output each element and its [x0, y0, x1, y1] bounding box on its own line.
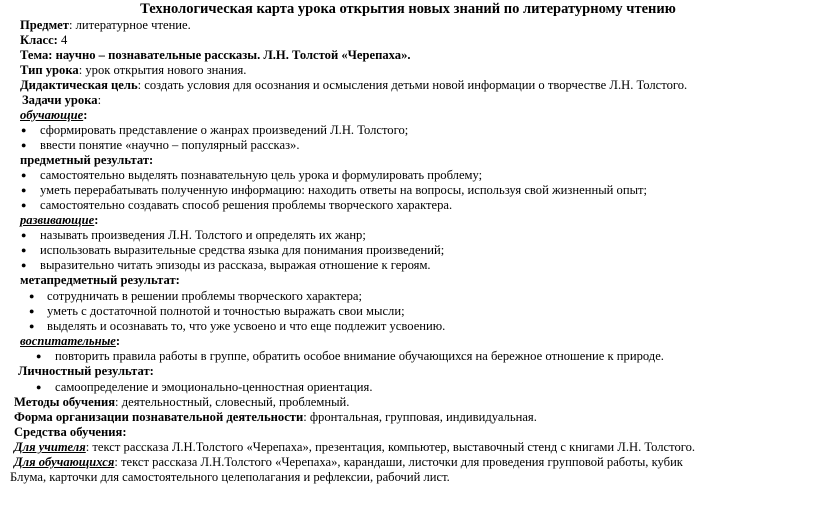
didactic-goal-label: Дидактическая цель	[20, 78, 138, 92]
for-teacher-line	[14, 440, 695, 455]
list-item: использовать выразительные средства языка для понимания произведений;	[40, 243, 445, 257]
developing-label: развивающие	[20, 213, 95, 227]
organization-value: : фронтальная, групповая, индивидуальная.	[303, 410, 537, 424]
lesson-type-line	[20, 63, 246, 78]
bullet-icon: ●	[21, 125, 27, 135]
list-item: выделять и осознавать то, что уже усвоено и что еще подлежит усвоению.	[47, 319, 446, 333]
list-item: уметь с достаточной полнотой и точностью выражать свои мысли;	[47, 304, 405, 318]
list-item: сформировать представление о жанрах произведений Л.Н. Толстого;	[40, 123, 409, 137]
list-item: повторить правила работы в группе, обратить особое внимание обучающихся на бережное отношение к природе.	[55, 349, 664, 363]
bullet-icon: ●	[36, 382, 42, 392]
tasks-label: Задачи урока	[22, 93, 98, 107]
grade-value: 4	[57, 33, 68, 47]
bullet-icon: ●	[21, 170, 27, 180]
teaching-label: обучающие	[20, 108, 84, 122]
for-students-value: : текст рассказа Л.Н.Толстого «Черепаха», карандаши, листочки для проведения групповой работы, кубик	[114, 455, 683, 469]
subject-result-heading: предметный результат:	[20, 153, 154, 167]
bullet-icon: ●	[21, 185, 27, 195]
bullet-icon: ●	[21, 200, 27, 210]
list-item: самостоятельно выделять познавательную цель урока и формулировать проблему;	[40, 168, 483, 182]
topic-line: Тема: научно – познавательные рассказы. Л.Н. Толстой «Черепаха».	[20, 48, 411, 62]
upbringing-heading	[20, 334, 120, 349]
list-item: называть произведения Л.Н. Толстого и определять их жанр;	[40, 228, 366, 242]
for-teacher-label: Для учителя	[14, 440, 86, 454]
list-item: самоопределение и эмоционально-ценностная ориентация.	[55, 380, 373, 394]
bullet-icon: ●	[21, 230, 27, 240]
bullet-icon: ●	[29, 306, 35, 316]
document-title: Технологическая карта урока открытия новых знаний по литературному чтению	[140, 1, 676, 17]
upbringing-colon: :	[115, 334, 121, 348]
organization-line	[14, 410, 537, 425]
list-item: выразительно читать эпизоды из рассказа, выражая отношение к героям.	[40, 258, 431, 272]
methods-value: : деятельностный, словесный, проблемный.	[115, 395, 350, 409]
subject-line	[20, 18, 191, 33]
tasks-colon: :	[97, 93, 102, 107]
grade-label: Класс:	[20, 33, 58, 47]
bullet-icon: ●	[36, 351, 42, 361]
developing-heading	[20, 213, 98, 228]
bullet-icon: ●	[21, 260, 27, 270]
teaching-heading	[20, 108, 87, 123]
developing-colon: :	[94, 213, 99, 227]
for-students-label: Для обучающихся	[14, 455, 115, 469]
list-item: ввести понятие «научно – популярный рассказ».	[40, 138, 300, 152]
lesson-type-value: : урок открытия нового знания.	[78, 63, 247, 77]
for-students-line	[14, 455, 683, 470]
bullet-icon: ●	[29, 291, 35, 301]
list-item: уметь перерабатывать полученную информацию: находить ответы на вопросы, используя свой жизненный опыт;	[40, 183, 648, 197]
methods-label: Методы обучения	[14, 395, 116, 409]
bullet-icon: ●	[21, 140, 27, 150]
upbringing-label: воспитательные	[20, 334, 116, 348]
organization-label: Форма организации познавательной деятельности	[14, 410, 304, 424]
for-teacher-value: : текст рассказа Л.Н.Толстого «Черепаха», презентация, компьютер, выставочный стенд с книгами Л.Н. Толстого.	[85, 440, 696, 454]
methods-line	[14, 395, 349, 410]
list-item: сотрудничать в решении проблемы творческого характера;	[47, 289, 362, 303]
bullet-icon: ●	[29, 321, 35, 331]
meta-result-heading: метапредметный результат:	[20, 273, 180, 287]
teaching-colon: :	[83, 108, 88, 122]
subject-value: : литературное чтение.	[68, 18, 191, 32]
subject-label: Предмет	[20, 18, 69, 32]
for-students-continuation: Блума, карточки для самостоятельного целеполагания и рефлексии, рабочий лист.	[10, 470, 450, 484]
bullet-icon: ●	[21, 245, 27, 255]
list-item: самостоятельно создавать способ решения проблемы творческого характера.	[40, 198, 453, 212]
didactic-goal-value: : создать условия для осознания и осмысления детьми новой информации о творчестве Л.Н. Толстого.	[137, 78, 688, 92]
grade-line	[20, 33, 67, 48]
didactic-goal-line	[20, 78, 687, 93]
tasks-heading	[22, 93, 101, 108]
means-heading: Средства обучения:	[14, 425, 127, 439]
personal-result-heading: Личностный результат:	[18, 364, 154, 378]
lesson-type-label: Тип урока	[20, 63, 79, 77]
